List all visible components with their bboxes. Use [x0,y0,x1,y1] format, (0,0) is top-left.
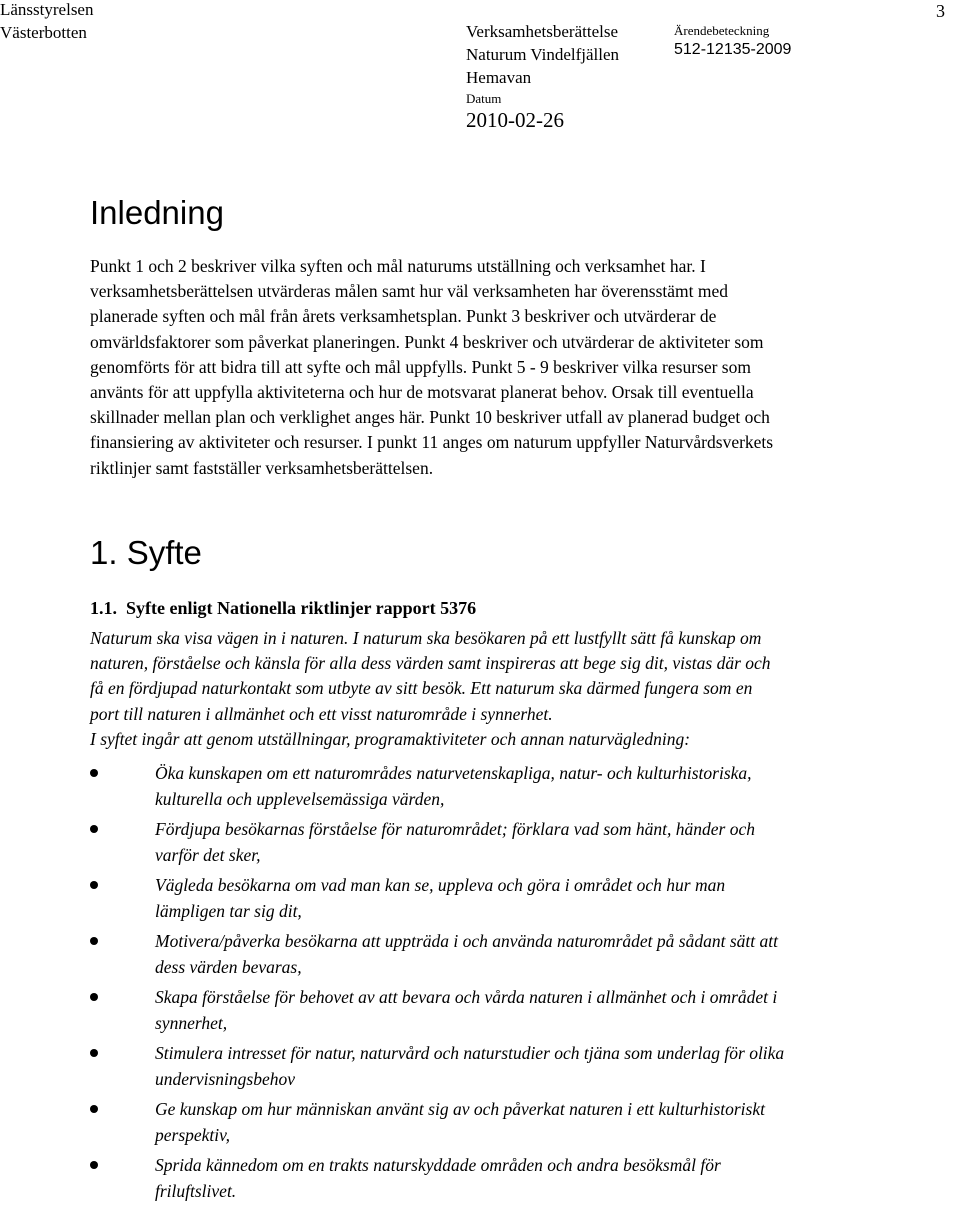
bullet-icon [90,769,98,777]
document-subject-line-1: Naturum Vindelfjällen [466,45,620,64]
intro-line: planerade syften och mål från årets verksamhetsplan. Punkt 3 beskriver och utvärderar de [90,306,717,327]
purpose-line: port till naturen i allmänhet och ett visst naturområde i synnerhet. [90,703,553,724]
section-heading: 1. Syfte [90,534,202,571]
list-item [90,760,784,812]
document-type: Verksamhetsberättelse [466,22,618,41]
purpose-line: I syftet ingår att genom utställningar, programaktiviteter och annan naturvägledning: [90,728,691,749]
list-item-line: Öka kunskapen om ett naturområdes naturvetenskapliga, natur- och kulturhistoriska, [155,763,752,783]
list-item-line: friluftslivet. [155,1181,237,1201]
subsection-title: Syfte enligt Nationella riktlinjer rapport 5376 [126,598,477,618]
list-item [90,1096,784,1148]
bullet-icon [90,993,98,1001]
org-line-1: Länsstyrelsen [0,0,94,19]
list-item [90,984,784,1036]
bullet-icon [90,881,98,889]
purpose-line: Naturum ska visa vägen in i naturen. I naturum ska besökaren på ett lustfyllt sätt få kunskap om [90,628,762,648]
intro-line: riktlinjer samt fastställer verksamhetsberättelsen. [90,457,434,478]
subsection-heading [90,596,476,620]
bullet-icon [90,1161,98,1169]
case-value: 512-12135-2009 [674,41,792,58]
list-item-line: varför det sker, [155,845,261,865]
list-item-line: lämpligen tar sig dit, [155,901,302,921]
list-item-line: undervisningsbehov [155,1069,295,1089]
list-item-line: Vägleda besökarna om vad man kan se, uppleva och göra i området och hur man [155,875,726,895]
list-item-line: Stimulera intresset för natur, naturvård och naturstudier och tjäna som underlag för olika [155,1043,785,1063]
list-item-line: Sprida kännedom om en trakts naturskyddade områden och andra besöksmål för [155,1155,721,1175]
list-item [90,872,784,924]
bullet-icon [90,1049,98,1057]
bullet-icon [90,937,98,945]
document-info [466,20,619,89]
list-item-line: synnerhet, [155,1013,228,1033]
subsection-number: 1.1. [90,598,117,618]
list-item-line: Motivera/påverka besökarna att uppträda i och använda naturområdet på sådant sätt att [155,931,778,951]
list-item-line: dess värden bevaras, [155,957,302,977]
intro-line: omvärldsfaktorer som påverkat planeringen. Punkt 4 beskriver och utvärderar de aktiviteter som [90,331,764,352]
list-item-line: kulturella och upplevelsemässiga värden, [155,789,445,809]
intro-line: skillnader mellan plan och verklighet anges här. Punkt 10 beskriver utfall av planerad budget och [90,407,770,428]
date-value: 2010-02-26 [466,108,564,132]
bullet-icon [90,825,98,833]
intro-line: verksamhetsberättelsen utvärderas målen samt hur väl verksamheten har överensstämt med [90,281,729,302]
page-number: 3 [936,1,945,21]
list-item-line: Skapa förståelse för behovet av att bevara och vårda naturen i allmänhet och i området i [155,987,778,1007]
org-name [0,0,93,44]
purpose-line: naturen, förståelse och känsla för alla dess värden samt inspireras att bege sig dit, vistas där och [90,653,771,674]
list-item [90,928,784,980]
intro-line: finansiering av aktiviteter och resurser. I punkt 11 anges om naturum uppfyller Naturvårdsverkets [90,432,774,453]
bullet-icon [90,1105,98,1113]
case-label: Ärendebeteckning [674,23,770,38]
org-line-2: Västerbotten [0,23,87,42]
list-item-line: Fördjupa besökarnas förståelse för naturområdet; förklara vad som hänt, händer och [155,819,755,839]
intro-line: genomförts för att bidra till att syfte och mål uppfylls. Punkt 5 - 9 beskriver vilka resurser som [90,356,751,377]
list-item-line: perspektiv, [155,1125,230,1145]
intro-heading: Inledning [90,194,224,231]
purpose-list [90,760,784,1208]
purpose-paragraph [90,626,960,752]
purpose-line: få en fördjupad naturkontakt som utbyte av sitt besök. Ett naturum ska därmed fungera som en [90,678,753,699]
document-subject-line-2: Hemavan [466,68,532,87]
list-item [90,1040,784,1092]
intro-paragraph [90,254,960,481]
list-item-line: Ge kunskap om hur människan använt sig av och påverkat naturen i ett kulturhistoriskt [155,1099,765,1119]
list-item [90,1152,784,1204]
date-label: Datum [466,91,502,106]
intro-line: använts för att uppfylla aktiviteterna och hur de motsvarat planerat behov. Orsak till eventuella [90,382,754,403]
list-item [90,816,784,868]
intro-line: Punkt 1 och 2 beskriver vilka syften och mål naturums utställning och verksamhet har. I [90,256,706,276]
